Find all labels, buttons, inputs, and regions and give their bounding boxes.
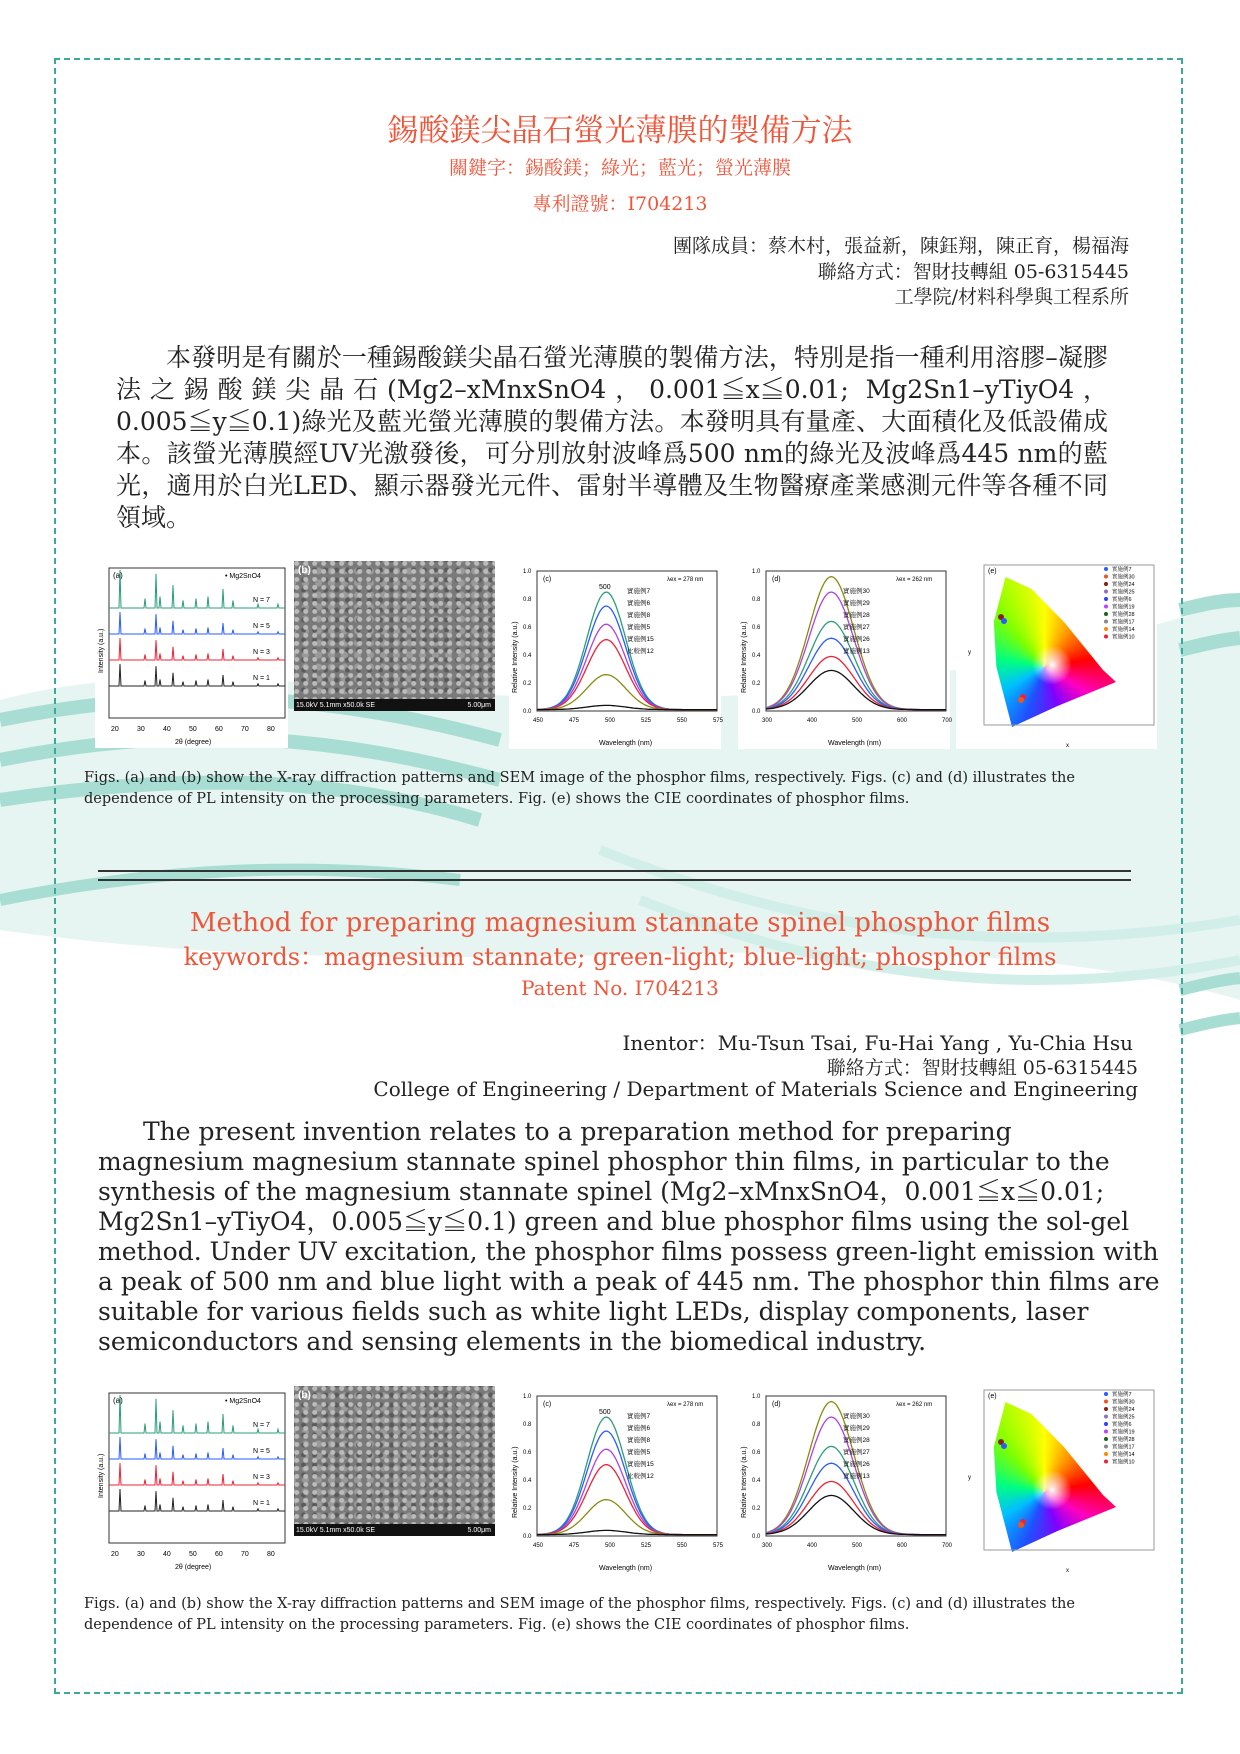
figure-svg xyxy=(956,559,1157,749)
legend-marker xyxy=(1104,567,1108,571)
y-tick-label: 0.4 xyxy=(752,1478,761,1484)
legend-marker xyxy=(1104,605,1108,609)
series-label: 實施例30 xyxy=(843,586,870,595)
panel-label: (b) xyxy=(298,565,311,576)
y-axis-label: Relative Intensity (a.u.) xyxy=(512,621,519,693)
figure-e-cie xyxy=(956,1384,1157,1574)
x-tick-label: 700 xyxy=(942,1543,953,1549)
figure-a-xrd xyxy=(95,1388,288,1573)
panel-label: (d) xyxy=(772,576,781,583)
panel-label: (c) xyxy=(543,1401,551,1408)
en-title: Method for preparing magnesium stannate spinel phosphor films xyxy=(0,908,1240,938)
series-label: 實施例29 xyxy=(843,598,870,607)
y-axis-label: Relative Intensity (a.u.) xyxy=(512,1446,519,1518)
legend-marker xyxy=(1104,1400,1108,1404)
x-tick-label: 40 xyxy=(163,726,171,733)
x-tick-label: 80 xyxy=(267,1551,275,1558)
x-tick-label: 20 xyxy=(111,726,119,733)
en-abstract: The present invention relates to a preparation method for preparing magnesium magnesium stannate spinel phosphor thin films, in particular to the synthesis of the magnesium stannate spinel (Mg2–xMnxSnO4，0.001≦x≦0.01; Mg2Sn1–yTiyO4，0.005≦y≦0.1) green and blue phosphor films using the sol-gel method. Under UV excitation, the phosphor films possess green-light emission with a peak of 500 nm and blue light with a peak of 445 nm. The phosphor thin films are suitable for various fields such as white light LEDs, display components, laser semiconductors and sensing elements in the biomedical industry. xyxy=(98,1117,1164,1357)
sem-info-text: 15.0kV 5.1mm x50.0k SE xyxy=(296,1527,375,1534)
legend-marker xyxy=(1104,1437,1108,1441)
figure-c-pl xyxy=(509,563,721,749)
x-axis-label: Wavelength (nm) xyxy=(599,740,652,747)
pl-curve xyxy=(766,1495,946,1534)
y-tick-label: 0.6 xyxy=(752,625,761,631)
legend-marker xyxy=(1104,635,1108,639)
y-axis-label: Relative Intensity (a.u.) xyxy=(741,621,748,693)
series-label: 比較例12 xyxy=(627,646,654,655)
series-label: 實施例8 xyxy=(627,1435,651,1444)
x-tick-label: 525 xyxy=(641,1543,652,1549)
excitation-label: λex = 262 nm xyxy=(896,1402,932,1408)
x-tick-label: 525 xyxy=(641,718,652,724)
y-tick-label: 1.0 xyxy=(752,1394,761,1400)
excitation-label: λex = 262 nm xyxy=(896,577,932,583)
x-axis-label: Wavelength (nm) xyxy=(828,740,881,747)
y-tick-label: 1.0 xyxy=(752,569,761,575)
zh-abstract: 本發明是有關於一種錫酸鎂尖晶石螢光薄膜的製備方法，特別是指一種利用溶膠–凝膠法之錫酸鎂尖晶石(Mg2–xMnxSnO4，0.001≦x≦0.01; Mg2Sn1–yTiyO4，0.005≦y≦0.1)綠光及藍光螢光薄膜的製備方法。本發明具有量產、大面積化及低設備成本。該螢光薄膜經UV光激發後，可分別放射波峰爲500 nm的綠光及波峰爲445 nm的藍光，適用於白光LED、顯示器發光元件、雷射半導體及生物醫療產業感測元件等各種不同領域。 xyxy=(116,342,1108,534)
y-tick-label: 0.4 xyxy=(523,1478,532,1484)
x-tick-label: 450 xyxy=(533,1543,544,1549)
figure-e-cie xyxy=(956,559,1157,749)
zh-title: 錫酸鎂尖晶石螢光薄膜的製備方法 xyxy=(0,105,1240,150)
en-contact: 聯絡方式：智財技轉組 05-6315445 xyxy=(827,1053,1138,1080)
panel-label: (d) xyxy=(772,1401,781,1408)
legend-label: 實施例25 xyxy=(1112,588,1135,596)
y-tick-label: 0.4 xyxy=(523,653,532,659)
legend-label: 實施例10 xyxy=(1112,633,1135,641)
x-tick-label: 600 xyxy=(897,1543,908,1549)
trace-label: N = 1 xyxy=(253,675,270,682)
figure-svg xyxy=(95,1388,288,1573)
series-label: 實施例27 xyxy=(843,1447,870,1456)
x-tick-label: 80 xyxy=(267,726,275,733)
series-label: 實施例6 xyxy=(627,598,651,607)
x-tick-label: 475 xyxy=(569,1543,580,1549)
legend-label: 實施例19 xyxy=(1112,1428,1135,1436)
figure-svg xyxy=(738,563,950,749)
cie-data-point xyxy=(1001,618,1007,624)
pl-curve xyxy=(537,675,717,710)
divider-line xyxy=(98,879,1131,881)
x-tick-label: 50 xyxy=(189,726,197,733)
legend-label: 實施例14 xyxy=(1112,625,1135,633)
legend-label: • Mg2SnO4 xyxy=(225,573,261,580)
trace-label: N = 7 xyxy=(253,1422,270,1429)
legend-label: 實施例17 xyxy=(1112,1443,1135,1451)
x-tick-label: 50 xyxy=(189,1551,197,1558)
legend-label: 實施例28 xyxy=(1112,610,1135,618)
en-department: College of Engineering / Department of Materials Science and Engineering xyxy=(373,1077,1138,1101)
trace-label: N = 3 xyxy=(253,1474,270,1481)
x-tick-label: 500 xyxy=(852,718,863,724)
legend-label: 實施例6 xyxy=(1112,595,1132,603)
x-axis-label: x xyxy=(1066,743,1069,749)
figure-d-pl xyxy=(738,563,950,749)
x-axis-label: Wavelength (nm) xyxy=(599,1565,652,1572)
legend-label: 實施例14 xyxy=(1112,1450,1135,1458)
zh-team-members: 團隊成員：蔡木村，張益新，陳鈺翔，陳正育，楊福海 xyxy=(673,231,1129,258)
x-tick-label: 500 xyxy=(852,1543,863,1549)
panel-label: (e) xyxy=(988,568,997,575)
series-label: 實施例26 xyxy=(843,634,870,643)
zh-keywords: 關鍵字：錫酸鎂；綠光；藍光；螢光薄膜 xyxy=(0,153,1240,180)
y-tick-label: 0.0 xyxy=(752,1534,761,1540)
scale-bar-label: 5.00μm xyxy=(468,1527,492,1534)
legend-marker xyxy=(1104,620,1108,624)
series-label: 實施例7 xyxy=(627,586,651,595)
x-tick-label: 575 xyxy=(713,1543,724,1549)
legend-label: 實施例17 xyxy=(1112,618,1135,626)
figure-d-pl xyxy=(738,1388,950,1574)
legend-label: • Mg2SnO4 xyxy=(225,1398,261,1405)
x-axis-label: 2θ (degree) xyxy=(175,1564,211,1571)
pl-curve xyxy=(537,606,717,710)
zh-department: 工學院/材料科學與工程系所 xyxy=(895,282,1129,309)
x-axis-label: Wavelength (nm) xyxy=(828,1565,881,1572)
figure-svg xyxy=(956,1384,1157,1574)
panel-label: (e) xyxy=(988,1393,997,1400)
scale-bar-label: 5.00μm xyxy=(468,702,492,709)
legend-label: 實施例10 xyxy=(1112,1458,1135,1466)
legend-label: 實施例7 xyxy=(1112,1390,1132,1398)
legend-marker xyxy=(1104,627,1108,631)
figure-a-xrd xyxy=(95,563,288,748)
x-tick-label: 700 xyxy=(942,718,953,724)
y-tick-label: 0.2 xyxy=(752,681,761,687)
x-tick-label: 575 xyxy=(713,718,724,724)
y-tick-label: 0.8 xyxy=(752,597,761,603)
y-axis-label: y xyxy=(968,1475,971,1481)
panel-label: (c) xyxy=(543,576,551,583)
series-label: 實施例7 xyxy=(627,1411,651,1420)
legend-marker xyxy=(1104,1422,1108,1426)
legend-marker xyxy=(1104,1452,1108,1456)
figure-c-pl xyxy=(509,1388,721,1574)
figure-row-en xyxy=(0,1386,1240,1576)
zh-figure-caption: Figs. (a) and (b) show the X-ray diffraction patterns and SEM image of the phosphor films, respectively. Figs. (c) and (d) illustrates the dependence of PL intensity on the processing parameters. Fig. (e) shows the CIE coordinates of phosphor films. xyxy=(84,768,1164,810)
y-tick-label: 0.8 xyxy=(523,1422,532,1428)
trace-label: N = 3 xyxy=(253,649,270,656)
series-label: 實施例27 xyxy=(843,622,870,631)
legend-label: 實施例6 xyxy=(1112,1420,1132,1428)
legend-marker xyxy=(1104,1430,1108,1434)
legend-label: 實施例7 xyxy=(1112,565,1132,573)
x-tick-label: 500 xyxy=(605,718,616,724)
x-tick-label: 70 xyxy=(241,726,249,733)
cie-data-point xyxy=(1018,697,1024,703)
y-tick-label: 0.0 xyxy=(523,1534,532,1540)
y-tick-label: 0.2 xyxy=(523,681,532,687)
pl-curve xyxy=(766,670,946,709)
legend-label: 實施例24 xyxy=(1112,580,1135,588)
x-tick-label: 400 xyxy=(807,718,818,724)
figure-row-zh xyxy=(0,561,1240,751)
x-tick-label: 30 xyxy=(137,726,145,733)
x-tick-label: 600 xyxy=(897,718,908,724)
series-label: 實施例6 xyxy=(627,1423,651,1432)
x-axis-label: x xyxy=(1066,1568,1069,1574)
panel-label: (a) xyxy=(113,1396,123,1405)
panel-label: (a) xyxy=(113,571,123,580)
x-tick-label: 60 xyxy=(215,1551,223,1558)
y-tick-label: 0.6 xyxy=(523,625,532,631)
figure-b-sem xyxy=(294,561,495,711)
en-keywords: keywords：magnesium stannate; green-light; blue-light; phosphor films xyxy=(0,937,1240,972)
excitation-label: λex = 278 nm xyxy=(667,577,703,583)
trace-label: N = 7 xyxy=(253,597,270,604)
legend-marker xyxy=(1104,590,1108,594)
legend-label: 實施例24 xyxy=(1112,1405,1135,1413)
y-tick-label: 0.0 xyxy=(752,709,761,715)
x-axis-label: 2θ (degree) xyxy=(175,739,211,746)
sem-info-text: 15.0kV 5.1mm x50.0k SE xyxy=(296,702,375,709)
x-tick-label: 20 xyxy=(111,1551,119,1558)
y-tick-label: 0.2 xyxy=(523,1506,532,1512)
x-tick-label: 70 xyxy=(241,1551,249,1558)
y-axis-label: Intensity (a.u.) xyxy=(98,1454,105,1498)
series-label: 實施例28 xyxy=(843,1435,870,1444)
trace-label: N = 5 xyxy=(253,623,270,630)
y-tick-label: 1.0 xyxy=(523,569,532,575)
legend-label: 實施例30 xyxy=(1112,1398,1135,1406)
y-axis-label: Relative Intensity (a.u.) xyxy=(741,1446,748,1518)
x-tick-label: 300 xyxy=(762,1543,773,1549)
y-tick-label: 0.2 xyxy=(752,1506,761,1512)
x-tick-label: 550 xyxy=(677,718,688,724)
trace-label: N = 1 xyxy=(253,1500,270,1507)
figure-svg xyxy=(509,563,721,749)
excitation-label: λex = 278 nm xyxy=(667,1402,703,1408)
figure-svg xyxy=(509,1388,721,1574)
x-tick-label: 40 xyxy=(163,1551,171,1558)
zh-patent-number: 專利證號：I704213 xyxy=(0,189,1240,216)
y-axis-label: y xyxy=(968,650,971,656)
series-label: 實施例5 xyxy=(627,1447,651,1456)
x-tick-label: 475 xyxy=(569,718,580,724)
series-label: 實施例15 xyxy=(627,634,654,643)
series-label: 實施例26 xyxy=(843,1459,870,1468)
figure-svg xyxy=(95,563,288,748)
legend-marker xyxy=(1104,1415,1108,1419)
y-tick-label: 0.6 xyxy=(523,1450,532,1456)
x-tick-label: 450 xyxy=(533,718,544,724)
legend-marker xyxy=(1104,612,1108,616)
panel-label: (b) xyxy=(298,1390,311,1401)
axis-frame xyxy=(109,568,285,718)
pl-curve xyxy=(537,1431,717,1535)
x-tick-label: 30 xyxy=(137,1551,145,1558)
legend-marker xyxy=(1104,582,1108,586)
axis-frame xyxy=(109,1393,285,1543)
figure-svg xyxy=(738,1388,950,1574)
series-label: 實施例13 xyxy=(843,1471,870,1480)
trace-label: N = 5 xyxy=(253,1448,270,1455)
figure-b-sem xyxy=(294,1386,495,1536)
series-label: 實施例30 xyxy=(843,1411,870,1420)
legend-marker xyxy=(1104,575,1108,579)
legend-marker xyxy=(1104,1460,1108,1464)
legend-marker xyxy=(1104,1445,1108,1449)
cie-data-point xyxy=(1018,1522,1024,1528)
series-label: 實施例13 xyxy=(843,646,870,655)
peak-label: 500 xyxy=(599,584,611,591)
en-patent-number: Patent No. I704213 xyxy=(0,976,1240,1000)
peak-label: 500 xyxy=(599,1409,611,1416)
pl-curve xyxy=(537,1500,717,1535)
y-tick-label: 0.0 xyxy=(523,709,532,715)
series-label: 實施例29 xyxy=(843,1423,870,1432)
x-tick-label: 300 xyxy=(762,718,773,724)
divider-line xyxy=(98,870,1131,872)
legend-label: 實施例30 xyxy=(1112,573,1135,581)
y-tick-label: 1.0 xyxy=(523,1394,532,1400)
en-figure-caption: Figs. (a) and (b) show the X-ray diffraction patterns and SEM image of the phosphor films, respectively. Figs. (c) and (d) illustrates the dependence of PL intensity on the processing parameters. Fig. (e) shows the CIE coordinates of phosphor films. xyxy=(84,1594,1164,1636)
x-tick-label: 400 xyxy=(807,1543,818,1549)
x-tick-label: 500 xyxy=(605,1543,616,1549)
x-tick-label: 550 xyxy=(677,1543,688,1549)
series-label: 實施例8 xyxy=(627,610,651,619)
y-tick-label: 0.8 xyxy=(752,1422,761,1428)
series-label: 比較例12 xyxy=(627,1471,654,1480)
zh-contact: 聯絡方式：智財技轉組 05-6315445 xyxy=(818,257,1129,284)
y-tick-label: 0.4 xyxy=(752,653,761,659)
y-tick-label: 0.6 xyxy=(752,1450,761,1456)
legend-marker xyxy=(1104,1407,1108,1411)
series-label: 實施例15 xyxy=(627,1459,654,1468)
legend-label: 實施例19 xyxy=(1112,603,1135,611)
en-inventors: Inentor：Mu-Tsun Tsai, Fu-Hai Yang , Yu-Chia Hsu xyxy=(622,1027,1133,1056)
cie-data-point xyxy=(1001,1443,1007,1449)
legend-marker xyxy=(1104,597,1108,601)
series-label: 實施例5 xyxy=(627,622,651,631)
series-label: 實施例28 xyxy=(843,610,870,619)
legend-marker xyxy=(1104,1392,1108,1396)
y-axis-label: Intensity (a.u.) xyxy=(98,629,105,673)
legend-label: 實施例28 xyxy=(1112,1435,1135,1443)
x-tick-label: 60 xyxy=(215,726,223,733)
y-tick-label: 0.8 xyxy=(523,597,532,603)
legend-label: 實施例25 xyxy=(1112,1413,1135,1421)
